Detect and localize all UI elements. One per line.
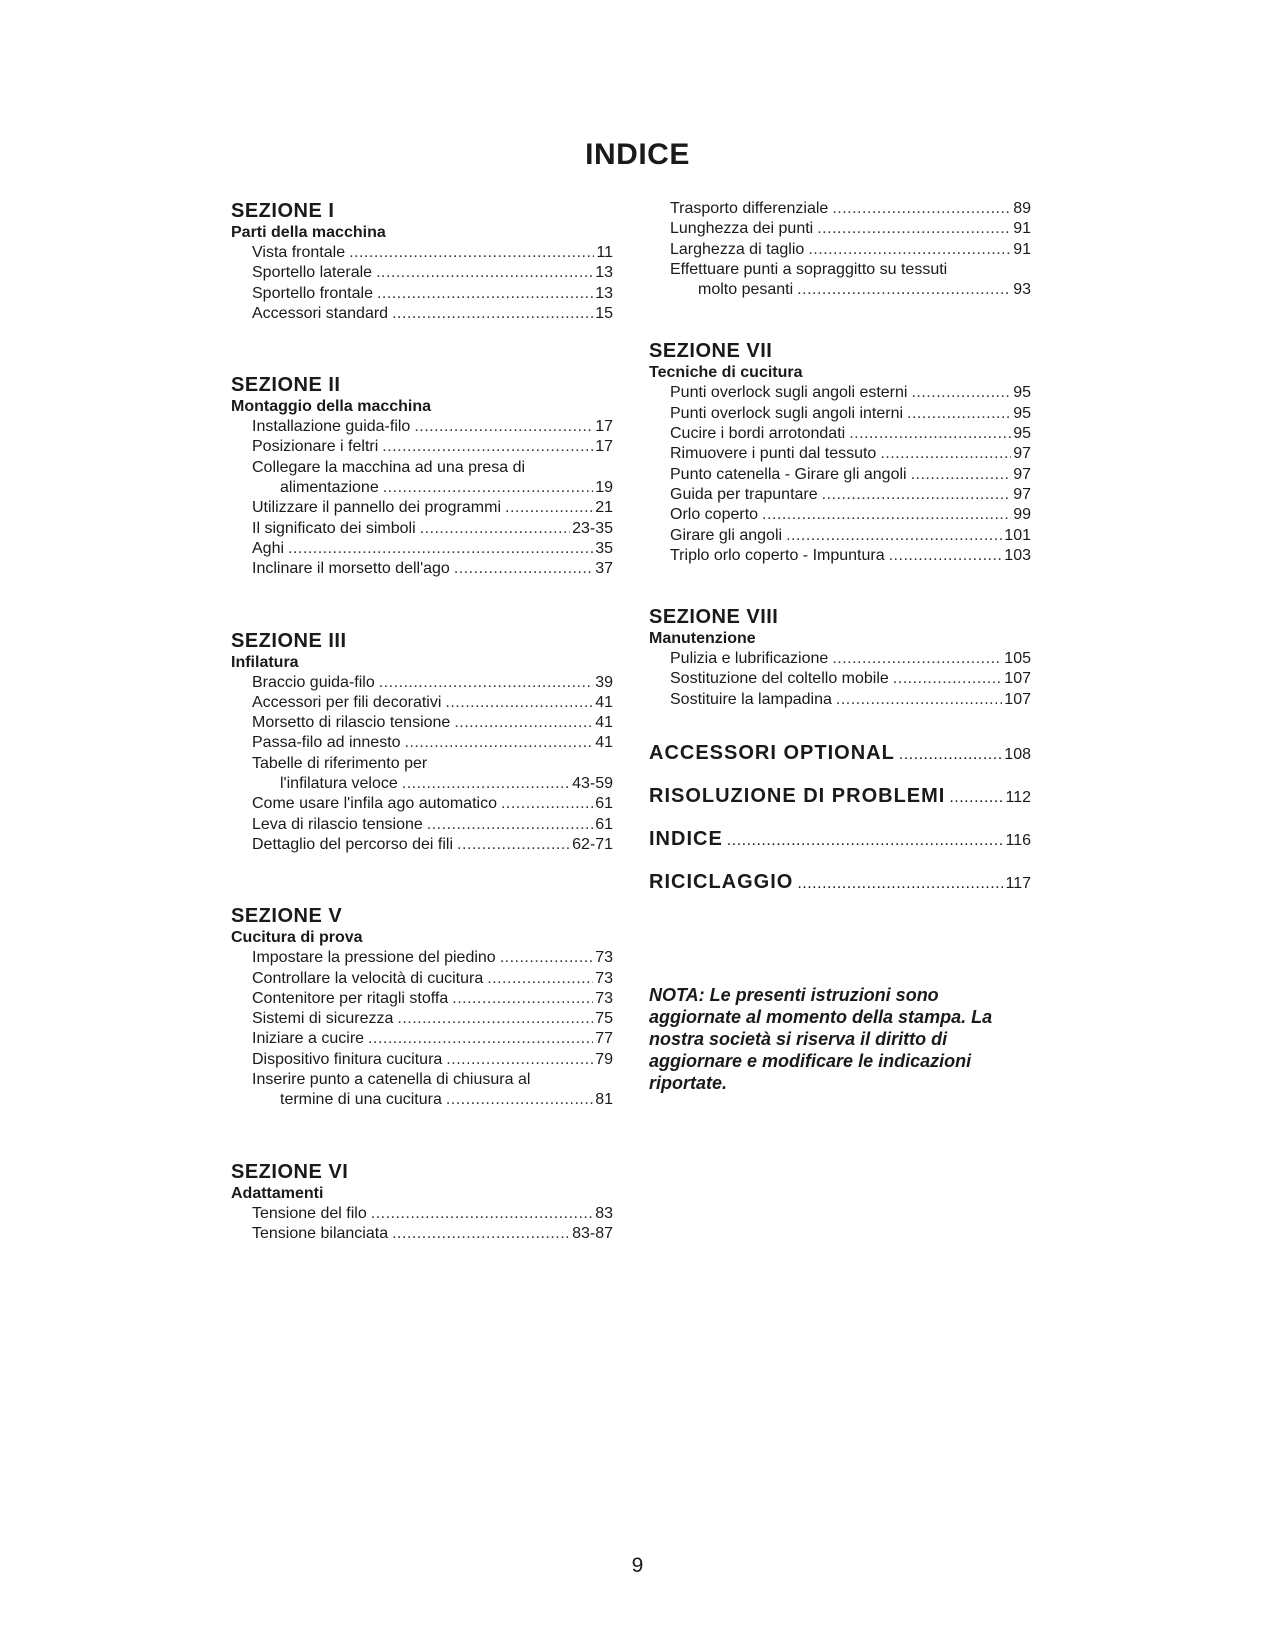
section-title: SEZIONE I: [231, 200, 335, 222]
toc-page-number: 73: [595, 969, 613, 987]
toc-section: [649, 606, 1031, 710]
note-block: [649, 984, 1031, 1094]
toc-section: [231, 374, 613, 579]
dot-leader: [911, 383, 1011, 403]
toc-entry-label: Braccio guida-filo: [252, 673, 375, 691]
section-title: SEZIONE III: [231, 629, 347, 652]
toc-page-number: 19: [595, 479, 613, 497]
toc-page-number: 13: [595, 264, 613, 282]
toc-page-number: 89: [1013, 200, 1031, 217]
toc-page-number: 103: [1004, 546, 1031, 564]
toc-entry: [231, 437, 613, 457]
dot-leader: [786, 526, 1002, 546]
toc-entry: [649, 669, 1031, 689]
toc-entry: [231, 498, 613, 518]
page-number: 9: [631, 1554, 644, 1577]
toc-page-number: 97: [1013, 445, 1031, 463]
dot-leader: [762, 505, 1011, 525]
toc-page-number: 81: [595, 1091, 613, 1109]
toc-page-number: 95: [1013, 384, 1031, 402]
chapter-title: ACCESSORI OPTIONAL: [649, 742, 895, 765]
toc-page-number: 21: [595, 499, 613, 517]
toc-entry-label: Iniziare a cucire: [252, 1030, 365, 1048]
dot-leader: [911, 465, 1012, 485]
toc-page-number: 117: [1005, 875, 1031, 893]
toc-entry-label: Installazione guida-filo: [252, 418, 411, 436]
toc-page-number: 39: [595, 673, 613, 691]
toc-entry-label: Punto catenella - Girare gli angoli: [670, 465, 907, 483]
toc-entry: [649, 404, 1031, 424]
toc-entry-label: Posizionare i feltri: [252, 438, 379, 456]
toc-entry-label-continued: alimentazione: [280, 479, 379, 497]
note-line: NOTA: Le presenti istruzioni sono: [649, 985, 939, 1006]
toc-entry-label: Sportello laterale: [252, 264, 373, 282]
toc-page-number: 37: [595, 560, 613, 578]
toc-page-number: 41: [595, 734, 613, 752]
toc-entry: [231, 304, 613, 324]
dot-leader: [949, 789, 1003, 807]
toc-entry: [231, 263, 613, 283]
toc-page-number: 95: [1013, 425, 1031, 443]
dot-leader: [836, 690, 1002, 710]
section-subtitle: Adattamenti: [231, 1184, 324, 1202]
dot-leader: [832, 649, 1002, 669]
toc-page-number: 61: [595, 795, 613, 813]
dot-leader: [379, 673, 593, 693]
toc-entry: [231, 1009, 613, 1029]
chapter-entry: [649, 742, 1031, 765]
toc-entry-label-continued: l'infilatura veloce: [280, 775, 398, 793]
toc-entry: [231, 713, 613, 733]
toc-entry-label: Guida per trapuntare: [670, 485, 818, 503]
dot-leader: [420, 519, 570, 539]
dot-leader: [454, 559, 593, 579]
toc-entry-label: Inclinare il morsetto dell'ago: [252, 560, 450, 578]
note-line: aggiornate al momento della stampa. La: [649, 1007, 993, 1028]
section-subtitle: Tecniche di cucitura: [649, 364, 803, 382]
toc-entry: [231, 1029, 613, 1049]
toc-entry-label: Vista frontale: [252, 244, 346, 261]
toc-entry-label: Passa-filo ad innesto: [252, 734, 401, 752]
toc-entry: [231, 1090, 613, 1110]
toc-entry-label: Dispositivo finitura cucitura: [252, 1050, 443, 1068]
dot-leader: [427, 815, 593, 835]
toc-entry-label: Sostituire la lampadina: [670, 690, 832, 708]
toc-entry-label: Sportello frontale: [252, 284, 373, 302]
toc-entry: [649, 219, 1031, 239]
toc-page-number: 13: [595, 284, 613, 302]
chapter-entry: [649, 785, 1031, 808]
dot-leader: [457, 835, 570, 855]
dot-leader: [880, 444, 1011, 464]
toc-page-number: 112: [1005, 789, 1031, 807]
toc-entry: [649, 505, 1031, 525]
toc-entry-label: Pulizia e lubrificazione: [670, 650, 829, 668]
dot-leader: [505, 498, 593, 518]
toc-page-number: 83: [595, 1204, 613, 1222]
page-title: INDICE: [585, 138, 690, 171]
toc-entry-label: Come usare l'infila ago automatico: [252, 795, 497, 813]
toc-entry: [231, 815, 613, 835]
dot-leader: [349, 243, 594, 263]
section-subtitle: Infilatura: [231, 653, 299, 671]
toc-entry-label: Impostare la pressione del piedino: [252, 949, 496, 967]
toc-page-number: 17: [595, 418, 613, 436]
chapter-title: RICICLAGGIO: [649, 871, 794, 894]
section-subtitle: Manutenzione: [649, 630, 756, 648]
dot-leader: [392, 1224, 570, 1244]
toc-entry: [649, 383, 1031, 403]
toc-page-number: 107: [1004, 670, 1031, 688]
dot-leader: [899, 746, 1003, 764]
dot-leader: [832, 199, 1011, 219]
toc-entry: [649, 649, 1031, 669]
dot-leader: [414, 417, 593, 437]
toc-entry-label: Accessori standard: [252, 304, 389, 322]
toc-entry-label: Contenitore per ritagli stoffa: [252, 989, 449, 1007]
section-title: SEZIONE V: [231, 905, 343, 928]
toc-page-number: 75: [595, 1010, 613, 1028]
left-column: [231, 200, 613, 1244]
dot-leader: [452, 989, 593, 1009]
toc-entry: [231, 835, 613, 855]
toc-page-number: 95: [1013, 404, 1031, 422]
toc-entry: [231, 1050, 613, 1070]
toc-entry: [231, 1224, 613, 1244]
toc-page-number: 41: [595, 693, 613, 711]
toc-page-number: 35: [595, 539, 613, 557]
toc-entry-label: Sostituzione del coltello mobile: [670, 670, 889, 688]
dot-leader: [501, 794, 593, 814]
toc-page-number: 91: [1013, 220, 1031, 238]
toc-page-number: 73: [595, 989, 613, 1007]
dot-leader: [405, 733, 594, 753]
toc-entry-label: Collegare la macchina ad una presa di: [252, 458, 526, 476]
dot-leader: [889, 546, 1003, 566]
toc-entry-label: Tensione bilanciata: [252, 1224, 389, 1242]
toc-entry: [231, 519, 613, 539]
dot-leader: [288, 539, 593, 559]
toc-entry: [231, 693, 613, 713]
section-title: SEZIONE II: [231, 374, 341, 397]
toc-page-number: 77: [595, 1030, 613, 1048]
dot-leader: [893, 669, 1003, 689]
dot-leader: [500, 948, 594, 968]
toc-entry: [649, 444, 1031, 464]
chapter-entry: [649, 828, 1031, 851]
dot-leader: [797, 875, 1003, 893]
toc-page-number: 83-87: [572, 1224, 613, 1242]
toc-entry: [231, 539, 613, 559]
toc-entry-label: Utilizzare il pannello dei programmi: [252, 499, 501, 517]
toc-entry: [231, 284, 613, 304]
toc-entry-label: Rimuovere i punti dal tessuto: [670, 445, 877, 463]
toc-page-number: 105: [1004, 650, 1031, 668]
dot-leader: [397, 1009, 593, 1029]
toc-page-number: 61: [595, 815, 613, 833]
dot-leader: [445, 693, 593, 713]
dot-leader: [907, 404, 1011, 424]
toc-entry-label: Leva di rilascio tensione: [252, 815, 423, 833]
dot-leader: [446, 1090, 593, 1110]
toc-entry-label: Tabelle di riferimento per: [252, 754, 428, 772]
toc-entry: [649, 485, 1031, 505]
toc-page-number: 23-35: [572, 519, 613, 537]
toc-entry: [231, 478, 613, 498]
toc-entry-label: Cucire i bordi arrotondati: [670, 425, 846, 443]
toc-entry-label: Aghi: [252, 539, 285, 557]
toc-entry: [649, 690, 1031, 710]
toc-page-number: 11: [596, 244, 613, 261]
toc-entry-label: Punti overlock sugli angoli esterni: [670, 384, 908, 402]
toc-entry-label: Larghezza di taglio: [670, 240, 805, 258]
toc-section: [231, 630, 613, 856]
section-title: SEZIONE VI: [231, 1160, 349, 1183]
right-column: [649, 199, 1031, 1094]
toc-page-number: 97: [1013, 485, 1031, 503]
toc-page-number: 91: [1013, 240, 1031, 258]
dot-leader: [822, 485, 1012, 505]
section-subtitle: Montaggio della macchina: [231, 398, 432, 416]
note-line: nostra società si riserva il diritto di: [649, 1029, 948, 1050]
toc-entry: [231, 989, 613, 1009]
toc-page-number: 79: [595, 1050, 613, 1068]
toc-page-number: 108: [1004, 746, 1031, 764]
toc-entry: [649, 240, 1031, 260]
dot-leader: [446, 1050, 593, 1070]
toc-page-number: 17: [595, 438, 613, 456]
toc-entry-label-continued: termine di una cucitura: [280, 1091, 442, 1109]
main-chapters: [649, 742, 1031, 894]
note-line: riportate.: [649, 1073, 728, 1094]
toc-entry-label: Lunghezza dei punti: [670, 220, 814, 238]
toc-page-number: 107: [1004, 690, 1031, 708]
dot-leader: [382, 437, 593, 457]
toc-entry: [231, 969, 613, 989]
toc-entry: [231, 774, 613, 794]
toc-entry: [231, 794, 613, 814]
dot-leader: [368, 1029, 593, 1049]
toc-entry: [649, 199, 1031, 219]
note-line: aggiornare e modificare le indicazioni: [649, 1051, 972, 1072]
toc-section: [231, 1161, 613, 1245]
chapter-entry: [649, 871, 1031, 894]
toc-page-number: 41: [595, 714, 613, 732]
dot-leader: [727, 832, 1004, 850]
dot-leader: [371, 1204, 593, 1224]
toc-page-number: 116: [1005, 832, 1031, 850]
dot-leader: [402, 774, 570, 794]
dot-leader: [817, 219, 1011, 239]
dot-leader: [376, 263, 593, 283]
toc-page-number: 101: [1004, 526, 1031, 544]
toc-entry-label: Trasporto differenziale: [670, 200, 829, 217]
section-title: SEZIONE VIII: [649, 606, 779, 629]
section-title: SEZIONE VII: [649, 340, 773, 363]
dot-leader: [454, 713, 593, 733]
toc-entry-label: Tensione del filo: [252, 1204, 367, 1222]
dot-leader: [849, 424, 1011, 444]
toc-page-number: 73: [595, 949, 613, 967]
toc-entry-label: Inserire punto a catenella di chiusura al: [252, 1071, 531, 1089]
toc-entry-label: Dettaglio del percorso dei fili: [252, 835, 453, 853]
dot-leader: [487, 969, 593, 989]
toc-entry: [231, 417, 613, 437]
toc-entry: [231, 673, 613, 693]
toc-entry-label-continued: molto pesanti: [698, 281, 794, 299]
toc-entry: [649, 546, 1031, 566]
toc-page-number: 97: [1013, 465, 1031, 483]
toc-entry-label: Orlo coperto: [670, 506, 759, 524]
toc-entry: [649, 526, 1031, 546]
chapter-title: RISOLUZIONE DI PROBLEMI: [649, 785, 946, 808]
toc-entry: [649, 424, 1031, 444]
toc-entry: [231, 948, 613, 968]
toc-page-number: 93: [1013, 281, 1031, 299]
toc-entry: [231, 1204, 613, 1224]
toc-section: [231, 905, 613, 1110]
toc-entry-label: Sistemi di sicurezza: [252, 1010, 394, 1028]
section-subtitle: Cucitura di prova: [231, 929, 363, 947]
dot-leader: [392, 304, 593, 324]
toc-entry: [231, 733, 613, 753]
toc-entry-label: Triplo orlo coperto - Impuntura: [670, 546, 885, 564]
toc-entry-label: Il significato dei simboli: [252, 519, 416, 537]
right-sections: [649, 340, 1031, 710]
toc-entry-label: Morsetto di rilascio tensione: [252, 714, 451, 732]
toc-entry: [649, 465, 1031, 485]
toc-entry-label: Girare gli angoli: [670, 526, 783, 544]
toc-entry-label: Accessori per fili decorativi: [252, 693, 442, 711]
toc-page-number: 62-71: [572, 835, 613, 853]
section-subtitle: Parti della macchina: [231, 224, 386, 241]
dot-leader: [797, 280, 1011, 300]
toc-entry-label: Controllare la velocità di cucitura: [252, 969, 484, 987]
toc-entry: [649, 280, 1031, 300]
continued-entries: [649, 199, 1031, 300]
dot-leader: [808, 240, 1011, 260]
dot-leader: [377, 284, 593, 304]
toc-entry: [231, 243, 613, 263]
toc-entry-label: Effettuare punti a sopraggitto su tessuti: [670, 260, 948, 278]
toc-section: [649, 340, 1031, 566]
chapter-title: INDICE: [649, 828, 723, 851]
dot-leader: [383, 478, 593, 498]
toc-entry: [231, 559, 613, 579]
toc-entry-label: Punti overlock sugli angoli interni: [670, 404, 904, 422]
toc-page-number: 43-59: [572, 775, 613, 793]
toc-page-number: 99: [1013, 506, 1031, 524]
toc-section: [231, 200, 613, 324]
toc-page-number: 15: [595, 304, 613, 322]
